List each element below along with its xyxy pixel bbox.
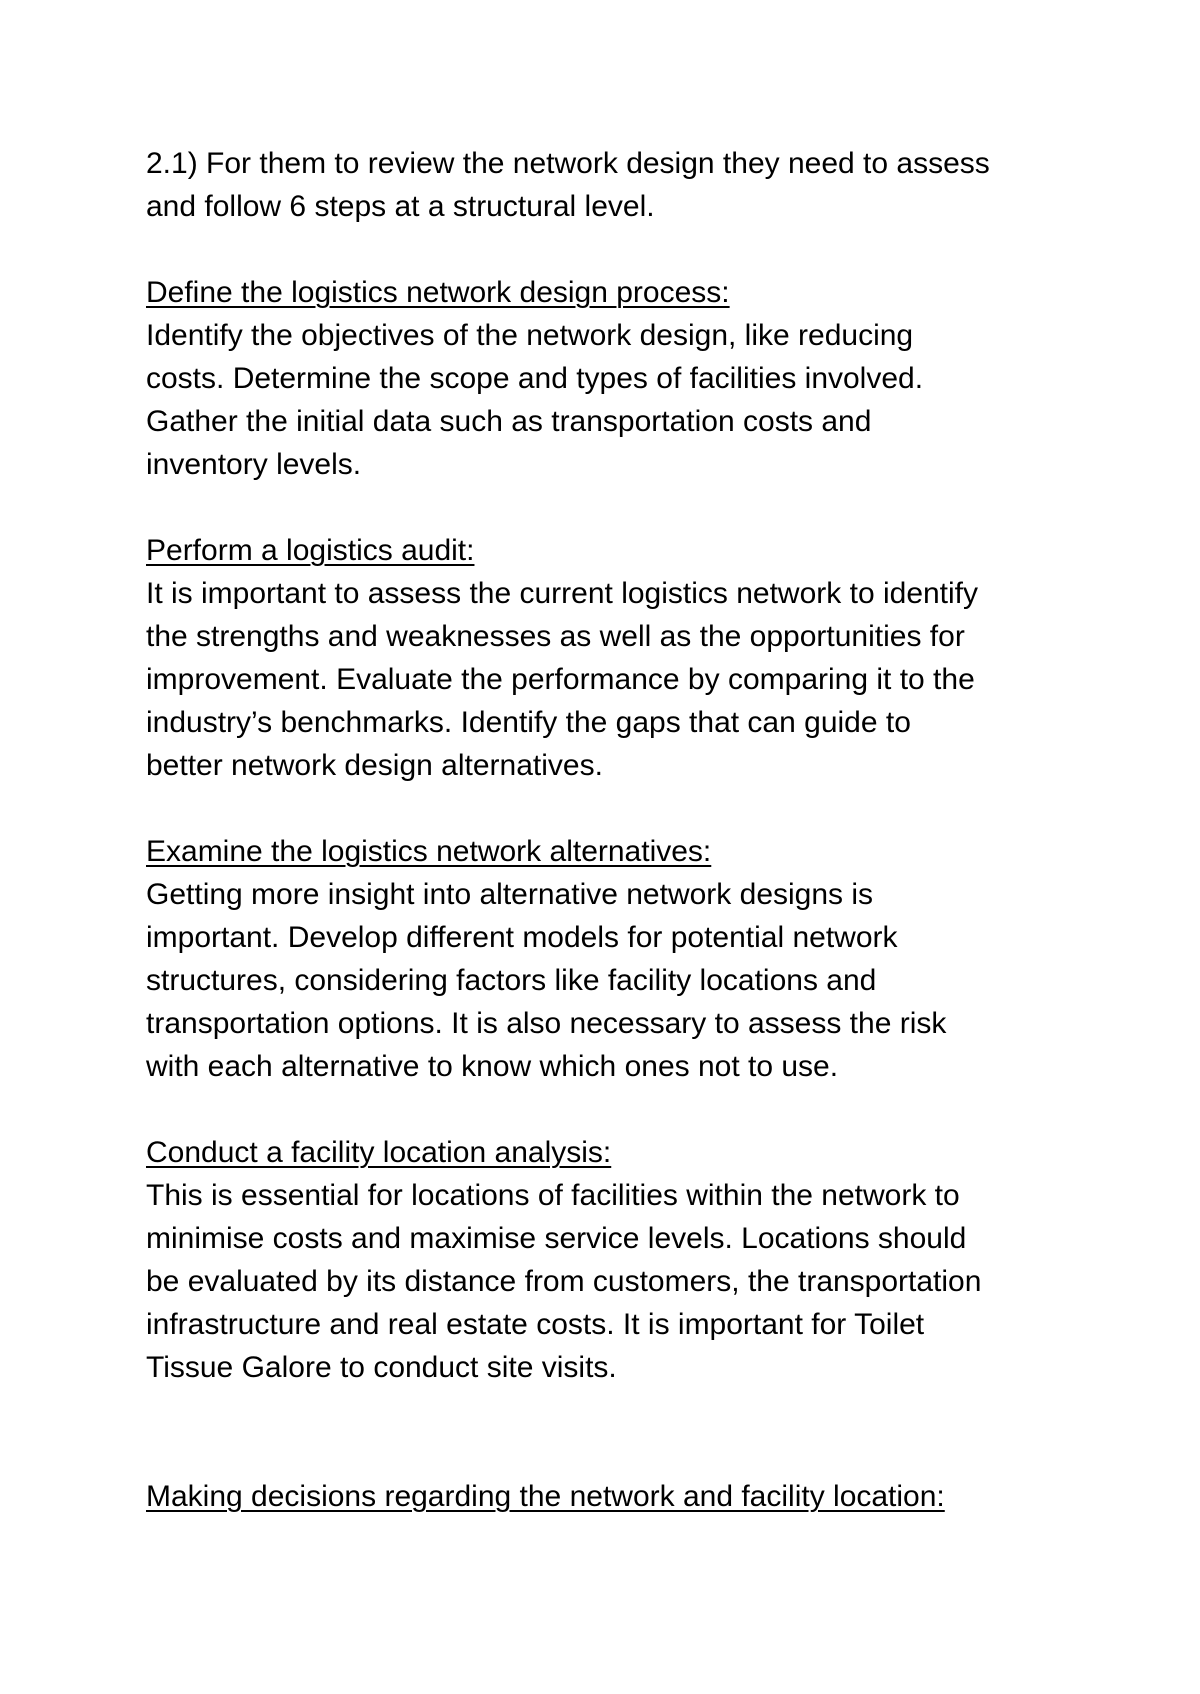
section-line: infrastructure and real estate costs. It is important for Toilet [146, 1308, 925, 1341]
section-heading: Conduct a facility location analysis: [146, 1136, 612, 1169]
intro-line-2: and follow 6 steps at a structural level. [146, 190, 655, 223]
section-line: transportation options. It is also necessary to assess the risk [146, 1007, 947, 1040]
intro-paragraph [146, 142, 1086, 228]
section-heading: Making decisions regarding the network and facility location: [146, 1480, 945, 1513]
section-line: Getting more insight into alternative network designs is [146, 878, 874, 911]
section-line: Tissue Galore to conduct site visits. [146, 1351, 617, 1384]
section-logistics-audit [146, 529, 1086, 787]
section-line: costs. Determine the scope and types of facilities involved. [146, 362, 924, 395]
section-line: better network design alternatives. [146, 749, 603, 782]
section-line: with each alternative to know which ones not to use. [146, 1050, 839, 1083]
section-heading: Examine the logistics network alternatives: [146, 835, 712, 868]
section-making-decisions [146, 1475, 1086, 1518]
section-line: Gather the initial data such as transportation costs and [146, 405, 872, 438]
intro-line-1: 2.1) For them to review the network design they need to assess [146, 147, 990, 180]
section-line: It is important to assess the current logistics network to identify [146, 577, 979, 610]
section-line: Identify the objectives of the network design, like reducing [146, 319, 914, 352]
section-line: This is essential for locations of facilities within the network to [146, 1179, 960, 1212]
blank-line [146, 1432, 1086, 1475]
section-line: inventory levels. [146, 448, 362, 481]
section-line: important. Develop different models for potential network [146, 921, 898, 954]
section-line: industry’s benchmarks. Identify the gaps that can guide to [146, 706, 911, 739]
section-facility-location [146, 1131, 1086, 1389]
section-line: structures, considering factors like facility locations and [146, 964, 877, 997]
section-heading: Perform a logistics audit: [146, 534, 475, 567]
section-heading: Define the logistics network design process: [146, 276, 730, 309]
section-line: improvement. Evaluate the performance by comparing it to the [146, 663, 975, 696]
section-network-alternatives [146, 830, 1086, 1088]
section-line: minimise costs and maximise service levels. Locations should [146, 1222, 967, 1255]
document-page [146, 142, 1086, 1561]
section-line: the strengths and weaknesses as well as the opportunities for [146, 620, 965, 653]
section-define-process [146, 271, 1086, 486]
section-line: be evaluated by its distance from customers, the transportation [146, 1265, 982, 1298]
